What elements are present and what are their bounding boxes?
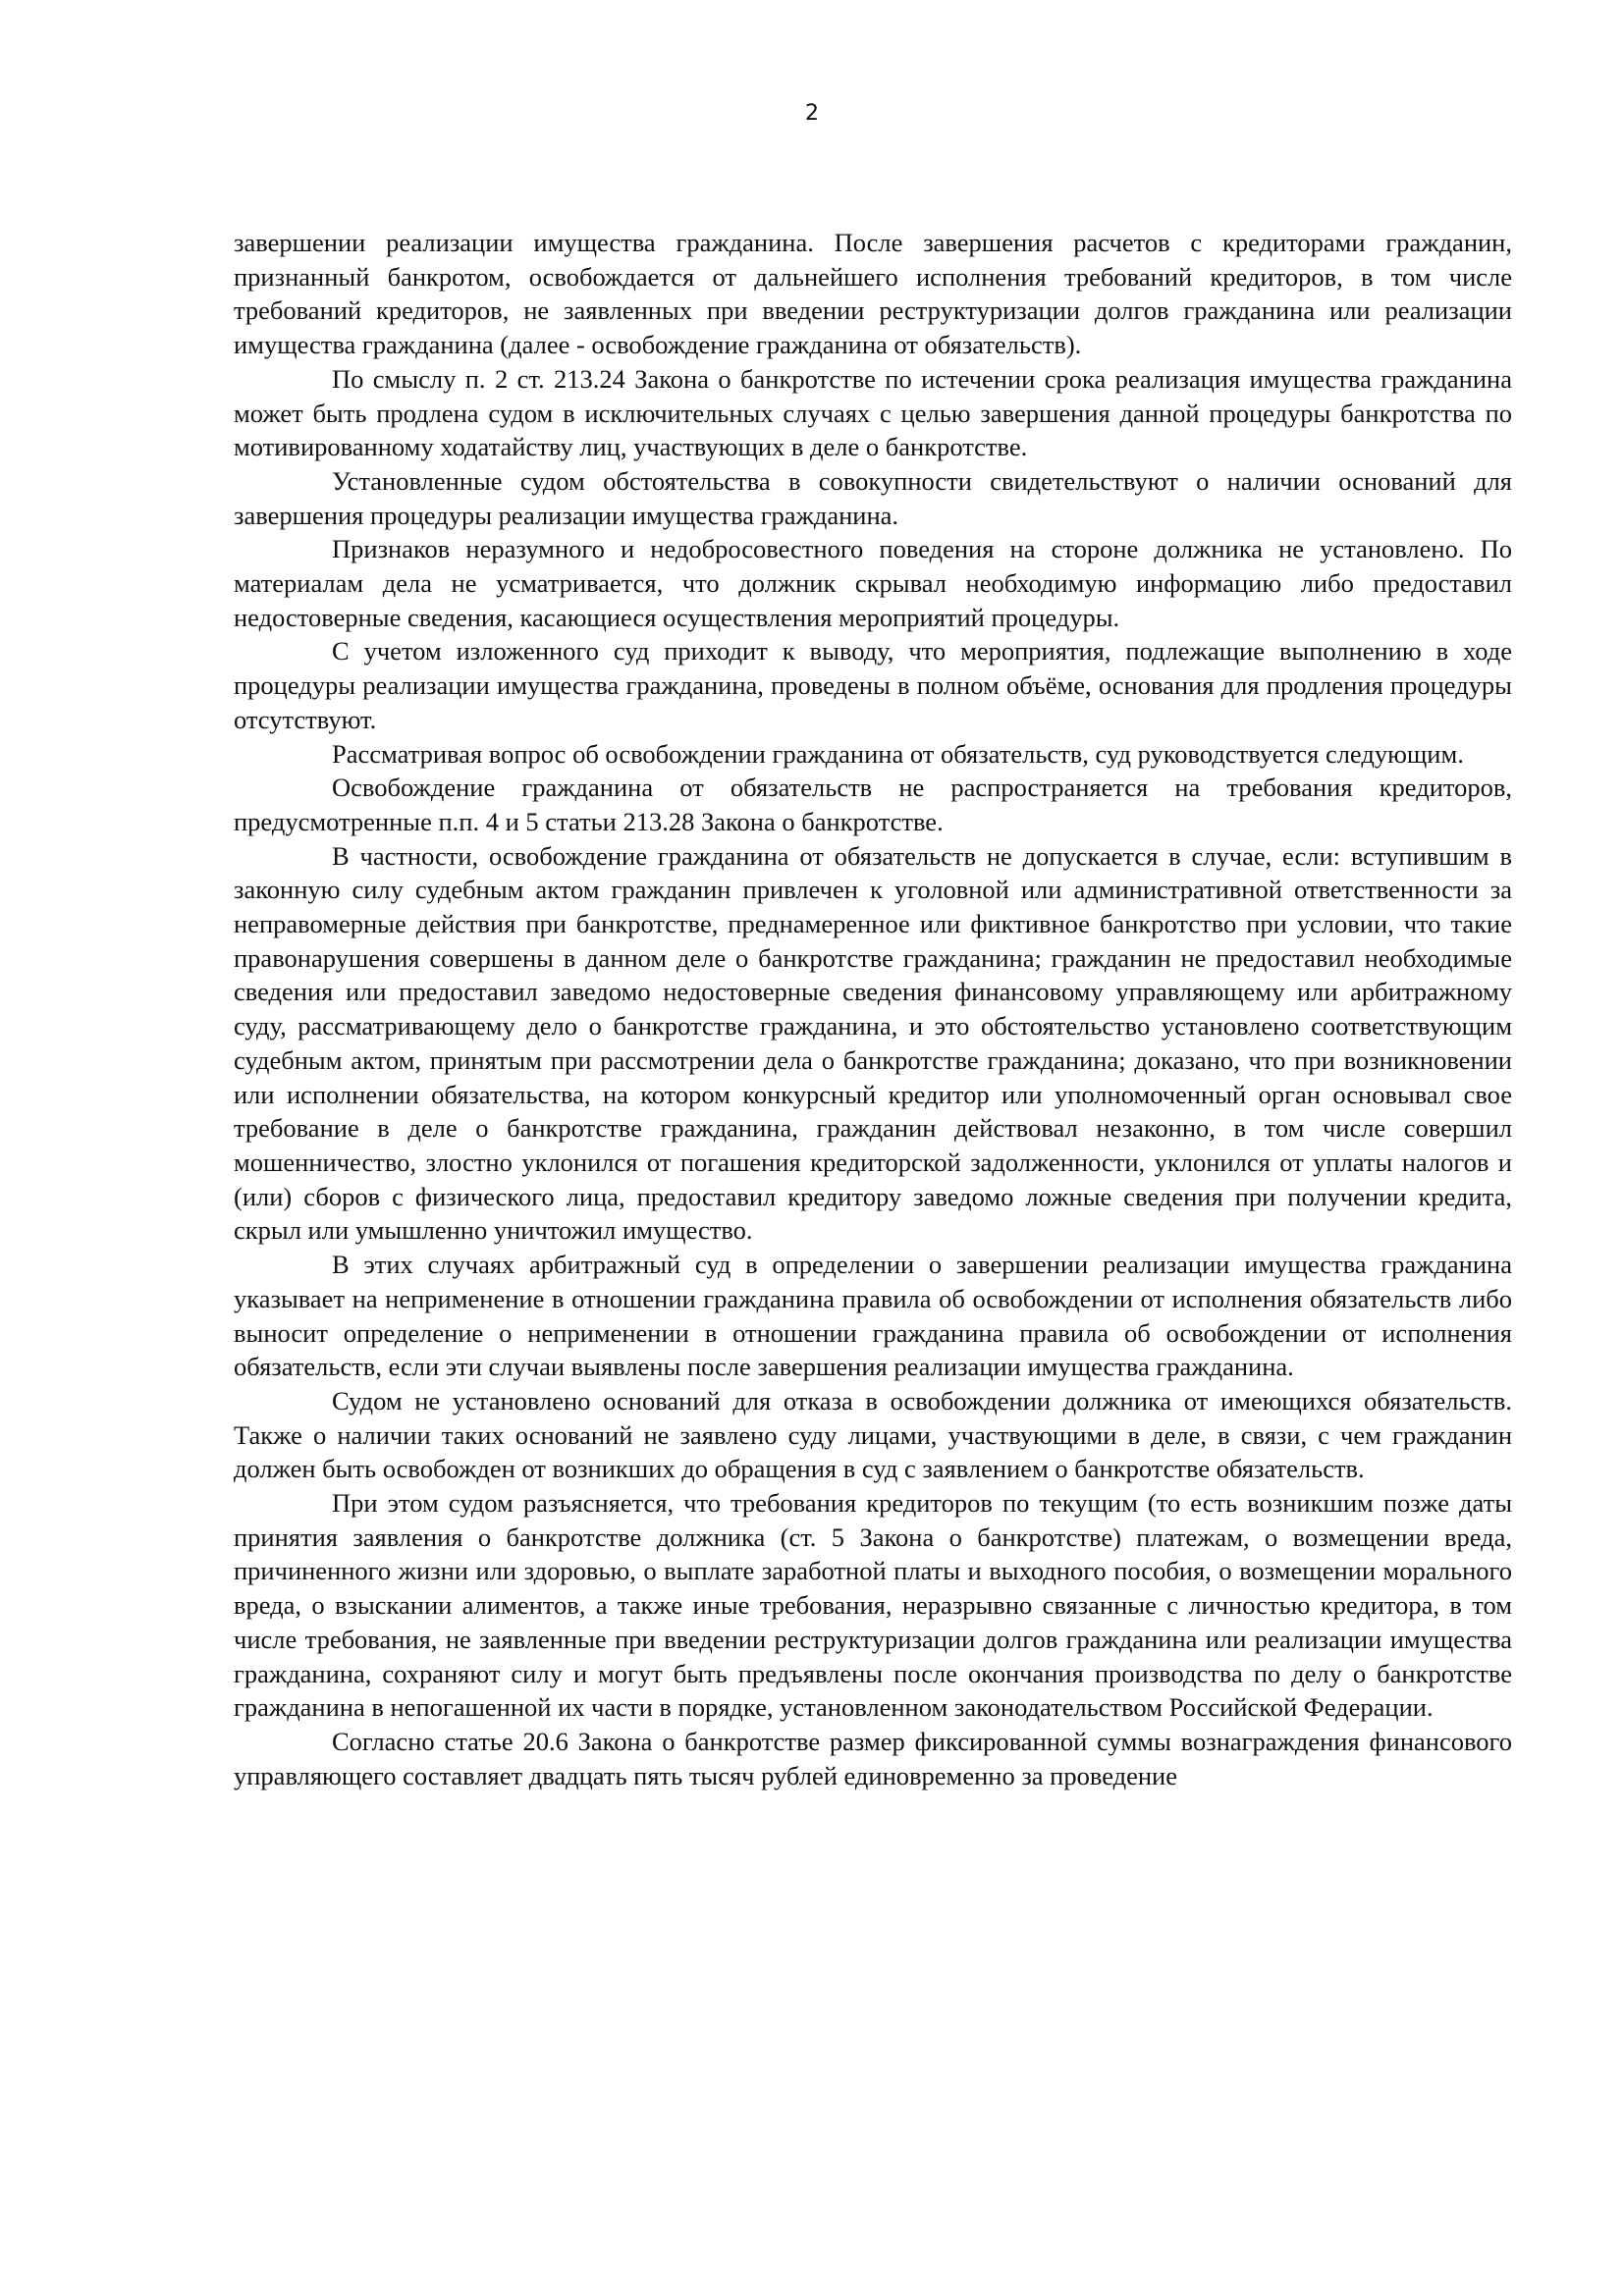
paragraph: Освобождение гражданина от обязательств не распространяется на требования кредиторов, предусмотренные п.п. 4 и 5 статьи 213.28 Закона о банкротстве. (234, 773, 1512, 836)
paragraph: Рассматривая вопрос об освобождении гражданина от обязательств, суд руководствуется следующим. (332, 738, 1464, 769)
document-body (234, 226, 1512, 1792)
paragraph: завершении реализации имущества гражданина. После завершения расчетов с кредиторами гражданин, признанный банкротом, освобождается от дальнейшего исполнения требований кредиторов, в том числе требований кредиторов, не заявленных при введении реструктуризации долгов гражданина или реализации имущества гражданина (далее - освобождение гражданина от обязательств). (234, 228, 1512, 360)
paragraph: Судом не установлено оснований для отказа в освобождении должника от имеющихся обязательств. Также о наличии таких оснований не заявлено суду лицами, участвующими в деле, в связи, с чем гражданин должен быть освобожден от возникших до обращения в суд с заявлением о банкротстве обязательств. (234, 1385, 1512, 1484)
paragraph: В этих случаях арбитражный суд в определении о завершении реализации имущества гражданина указывает на неприменение в отношении гражданина правила об освобождении от исполнения обязательств либо выносит определение о неприменении в отношении гражданина правила об освобождении от исполнения обязательств, если эти случаи выявлены после завершения реализации имущества гражданина. (234, 1250, 1512, 1382)
paragraph: При этом судом разъясняется, что требования кредиторов по текущим (то есть возникшим позже даты принятия заявления о банкротстве должника (ст. 5 Закона о банкротстве) платежам, о возмещении вреда, причиненного жизни или здоровью, о выплате заработной платы и выходного пособия, о возмещении морального вреда, о взыскании алиментов, а также иные требования, неразрывно связанные с личностью кредитора, в том числе требования, не заявленные при введении реструктуризации долгов гражданина или реализации имущества гражданина, сохраняют силу и могут быть предъявлены после окончания производства по делу о банкротстве гражданина в непогашенной их части в порядке, установленном законодательством Российской Федерации. (234, 1488, 1512, 1723)
page-number: 2 (805, 101, 819, 126)
paragraph: Согласно статье 20.6 Закона о банкротстве размер фиксированной суммы вознаграждения финансового управляющего составляет двадцать пять тысяч рублей единовременно за проведение (234, 1726, 1512, 1790)
paragraph: В частности, освобождение гражданина от обязательств не допускается в случае, если: вступившим в законную силу судебным актом гражданин привлечен к уголовной или административной ответственности за неправомерные действия при банкротстве, преднамеренное или фиктивное банкротство при условии, что такие правонарушения совершены в данном деле о банкротстве гражданина; гражданин не предоставил необходимые сведения или предоставил заведомо недостоверные сведения финансовому управляющему или арбитражному суду, рассматривающему дело о банкротстве гражданина, и это обстоятельство установлено соответствующим судебным актом, принятым при рассмотрении дела о банкротстве гражданина; доказано, что при возникновении или исполнении обязательства, на котором конкурсный кредитор или уполномоченный орган основывал свое требование в деле о банкротстве гражданина, гражданин действовал незаконно, в том числе совершил мошенничество, злостно уклонился от погашения кредиторской задолженности, уклонился от уплаты налогов и (или) сборов с физического лица, предоставил кредитору заведомо ложные сведения при получении кредита, скрыл или умышленно уничтожил имущество. (234, 840, 1512, 1246)
paragraph: Признаков неразумного и недобросовестного поведения на стороне должника не установлено. По материалам дела не усматривается, что должник скрывал необходимую информацию либо предоставил недостоверные сведения, касающиеся осуществления мероприятий процедуры. (234, 534, 1512, 632)
paragraph: Установленные судом обстоятельства в совокупности свидетельствуют о наличии оснований для завершения процедуры реализации имущества гражданина. (234, 465, 1512, 530)
paragraph: С учетом изложенного суд приходит к выводу, что мероприятия, подлежащие выполнению в ходе процедуры реализации имущества гражданина, проведены в полном объёме, основания для продления процедуры отсутствуют. (234, 636, 1512, 734)
paragraph: По смыслу п. 2 ст. 213.24 Закона о банкротстве по истечении срока реализация имущества гражданина может быть продлена судом в исключительных случаях с целью завершения данной процедуры банкротства по мотивированному ходатайству лиц, участвующих в деле о банкротстве. (234, 363, 1512, 462)
